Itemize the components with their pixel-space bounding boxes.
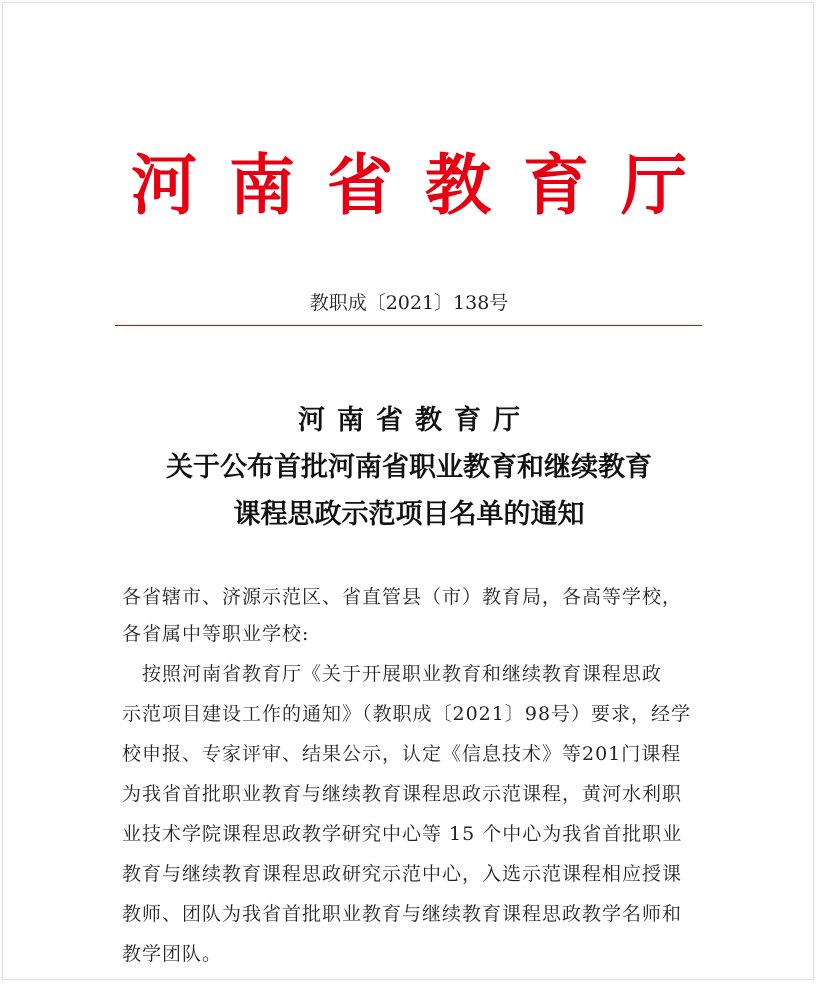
letterhead-title: 河南省教育厅 xyxy=(131,146,719,224)
notice-title-line-3: 课程思政示范项目名单的通知 xyxy=(233,499,585,530)
body-line-4: 示范项目建设工作的通知》（教职成〔2021〕98号）要求，经学 xyxy=(122,703,692,725)
body-line-3: 按照河南省教育厅《关于开展职业教育和继续教育课程思政 xyxy=(122,663,663,685)
body-line-6: 为我省首批职业教育与继续教育课程思政示范课程，黄河水利职 xyxy=(122,783,683,805)
body-line-9: 教师、团队为我省首批职业教育与继续教育课程思政教学名师和 xyxy=(122,903,683,925)
red-divider-line xyxy=(115,325,702,326)
notice-title-line-2: 关于公布首批河南省职业教育和继续教育 xyxy=(166,452,652,483)
body-line-2: 各省属中等职业学校: xyxy=(122,623,310,645)
document-number: 教职成〔2021〕138号 xyxy=(309,292,509,314)
body-line-5: 校申报、专家评审、结果公示，认定《信息技术》等201门课程 xyxy=(122,743,682,765)
body-line-8: 教育与继续教育课程思政研究示范中心，入选示范课程相应授课 xyxy=(122,863,683,885)
body-line-10: 教学团队。 xyxy=(122,943,223,965)
body-line-7: 业技术学院课程思政教学研究中心等 15 个中心为我省首批职业 xyxy=(122,823,683,845)
notice-title-line-1: 河南省教育厅 xyxy=(298,405,532,436)
body-line-1: 各省辖市、济源示范区、省直管县（市）教育局，各高等学校， xyxy=(122,586,683,608)
